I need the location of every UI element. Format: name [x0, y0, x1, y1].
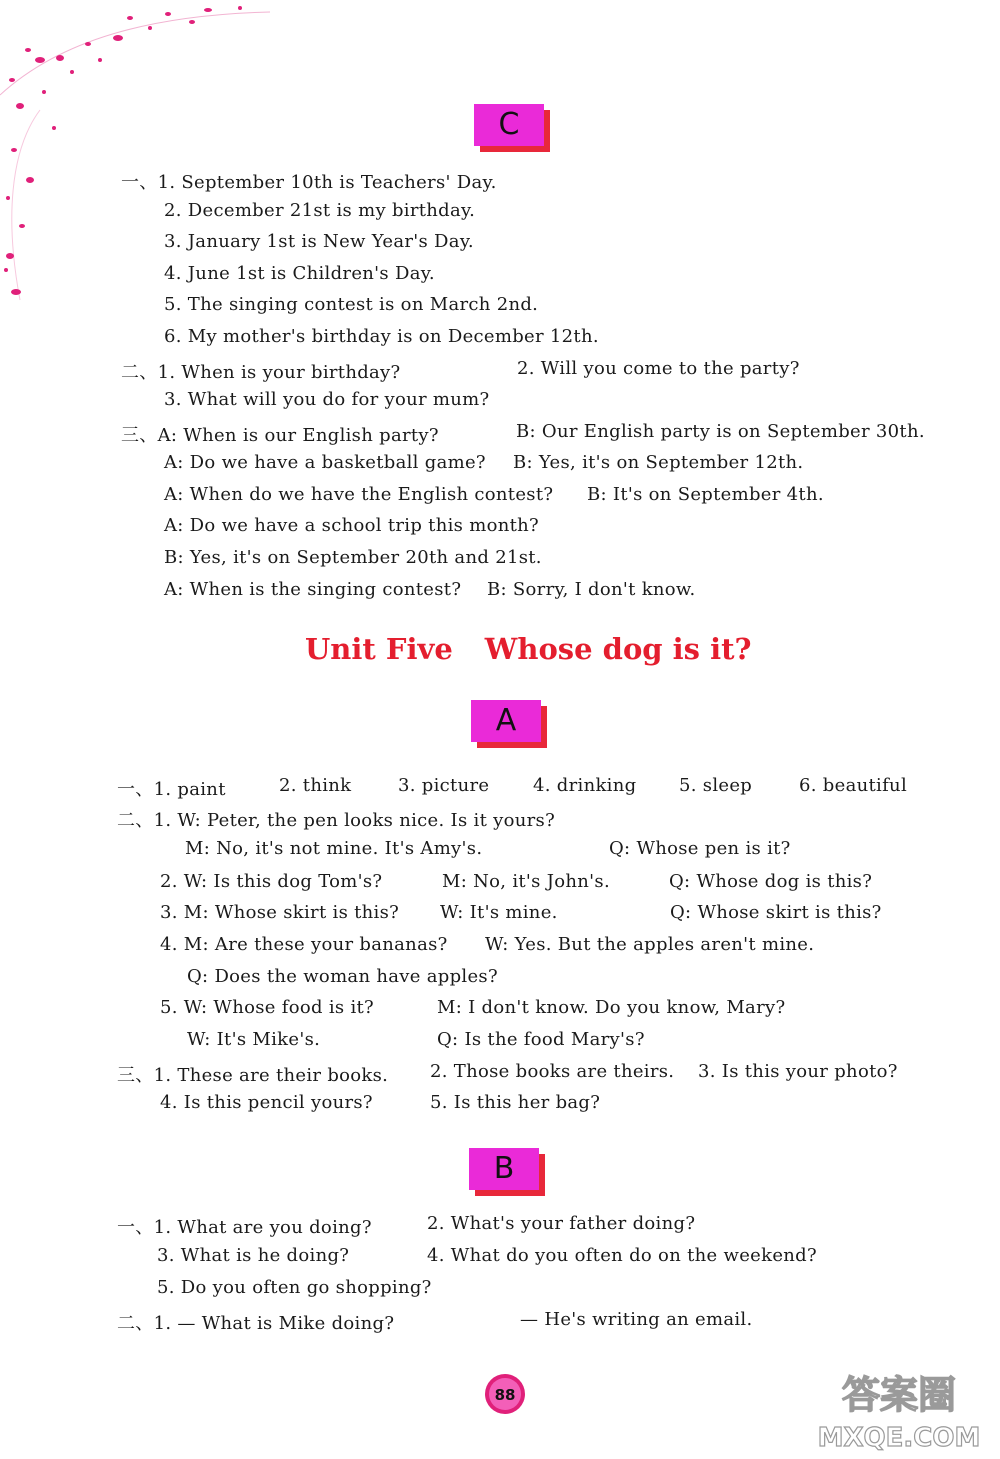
answer-line: W: Yes. But the apples aren't mine. [485, 934, 815, 955]
answer-line: Q: Is the food Mary's? [437, 1029, 645, 1050]
answer-line: 二、1. — What is Mike doing? [117, 1313, 395, 1334]
answer-line: B: Sorry, I don't know. [487, 579, 696, 600]
answer-line: W: It's mine. [440, 902, 558, 923]
answer-line: M: I don't know. Do you know, Mary? [437, 997, 786, 1018]
unit-title [305, 632, 752, 666]
answer-line: M: No, it's John's. [442, 871, 610, 892]
answer-line: W: It's Mike's. [187, 1029, 321, 1050]
section-b-tag: B [469, 1148, 539, 1190]
answer-line: 4. What do you often do on the weekend? [427, 1245, 817, 1266]
answer-line: 4. M: Are these your bananas? [160, 934, 448, 955]
answer-line: 4. June 1st is Children's Day. [164, 263, 435, 284]
answer-line: 4. Is this pencil yours? [160, 1092, 373, 1113]
answer-line: A: Do we have a basketball game? [164, 452, 486, 473]
answer-line: 5. The singing contest is on March 2nd. [164, 294, 539, 315]
answer-line: B: Yes, it's on September 12th. [513, 452, 804, 473]
unit-title-name: Whose dog is it? [484, 632, 752, 666]
answer-line: B: It's on September 4th. [587, 484, 824, 505]
answer-line: 3. January 1st is New Year's Day. [164, 231, 474, 252]
answer-line: 一、1. September 10th is Teachers' Day. [121, 172, 497, 193]
answer-line: B: Our English party is on September 30th. [516, 421, 925, 442]
watermark-url: MXQE.COM [817, 1423, 981, 1453]
answer-line: 6. My mother's birthday is on December 12th. [164, 326, 599, 347]
answer-line: 2. What's your father doing? [427, 1213, 696, 1234]
answer-line: 3. M: Whose skirt is this? [160, 902, 400, 923]
answer-line: A: When is the singing contest? [164, 579, 462, 600]
answer-line: Q: Whose pen is it? [609, 838, 791, 859]
answer-line: A: Do we have a school trip this month? [164, 515, 539, 536]
answer-line: 一、1. What are you doing? [117, 1217, 372, 1238]
word-item: 4. drinking [533, 775, 637, 796]
unit-title-number: Unit Five [305, 632, 453, 666]
section-c-tag: C [474, 104, 544, 146]
word-item: 5. sleep [679, 775, 753, 796]
answer-line: Q: Whose dog is this? [669, 871, 873, 892]
word-item: 6. beautiful [799, 775, 907, 796]
answer-line: 3. What is he doing? [157, 1245, 350, 1266]
answer-line: 3. Is this your photo? [698, 1061, 898, 1082]
answer-line: 2. Those books are theirs. [430, 1061, 675, 1082]
answer-line: 三、A: When is our English party? [121, 425, 439, 446]
answer-line: 5. Is this her bag? [430, 1092, 601, 1113]
answer-line: Q: Does the woman have apples? [187, 966, 498, 987]
answer-line: 2. December 21st is my birthday. [164, 200, 476, 221]
answer-line: 2. W: Is this dog Tom's? [160, 871, 383, 892]
answer-line: 5. Do you often go shopping? [157, 1277, 432, 1298]
word-item: 3. picture [398, 775, 490, 796]
answer-line: 二、1. W: Peter, the pen looks nice. Is it yours? [117, 810, 556, 831]
answer-line: A: When do we have the English contest? [164, 484, 554, 505]
page-number: 88 [494, 1386, 516, 1404]
watermark [807, 1368, 992, 1453]
word-item: 2. think [279, 775, 352, 796]
watermark-chinese: 答案圈 [841, 1373, 957, 1417]
answer-line: B: Yes, it's on September 20th and 21st. [164, 547, 542, 568]
answer-line: — He's writing an email. [520, 1309, 753, 1330]
answer-line: 3. What will you do for your mum? [164, 389, 490, 410]
section-a-tag: A [471, 700, 541, 742]
word-item: 一、1. paint [117, 779, 226, 800]
page-number-badge [482, 1372, 528, 1418]
answer-line: 5. W: Whose food is it? [160, 997, 374, 1018]
answer-line: 二、1. When is your birthday? [121, 362, 401, 383]
answer-line: M: No, it's not mine. It's Amy's. [185, 838, 483, 859]
answer-line: Q: Whose skirt is this? [670, 902, 882, 923]
answer-line: 三、1. These are their books. [117, 1065, 389, 1086]
answer-line: 2. Will you come to the party? [517, 358, 800, 379]
